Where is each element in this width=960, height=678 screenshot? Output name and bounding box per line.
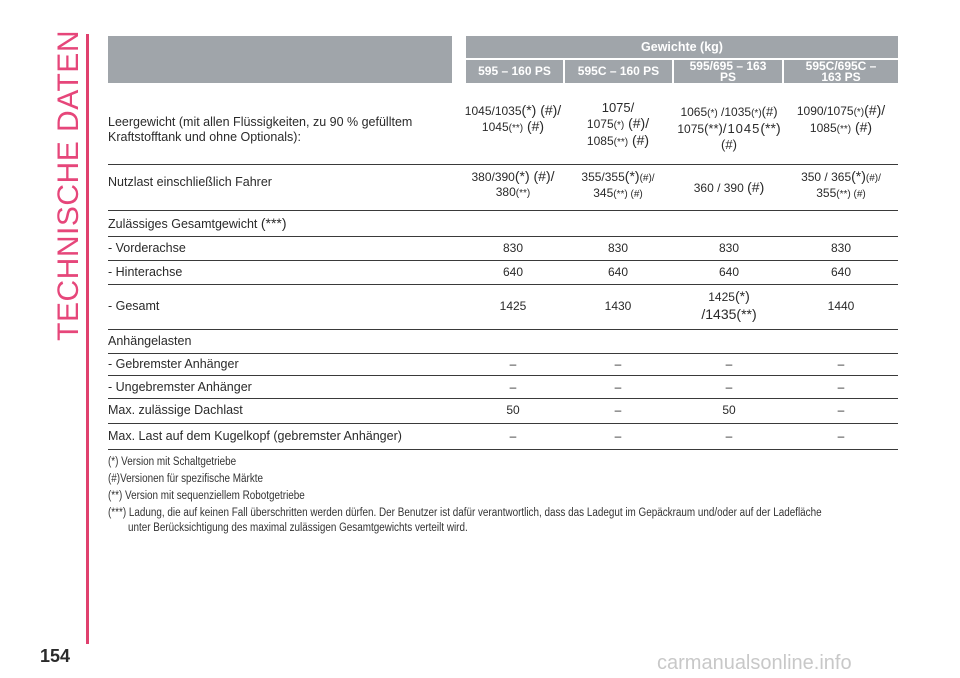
section-side-title: TECHNISCHE DATEN bbox=[52, 30, 85, 341]
footnote-2: (#)Versionen für spezifische Märkte bbox=[108, 473, 264, 485]
cell-nutzlast-2: 355/355(*)(#)/ 345(**) (#) bbox=[581, 168, 655, 200]
row-label: - Hinterachse bbox=[108, 265, 183, 279]
cell-leergewicht-1: 1045/1035(*) (#)/ 1045(**) (#) bbox=[464, 102, 562, 134]
header-group: Gewichte (kg) bbox=[466, 36, 898, 58]
header-col-3: 595/695 – 163 PS bbox=[674, 60, 782, 83]
table-row-gesamtgewicht bbox=[108, 211, 898, 237]
row-label: - Vorderachse bbox=[108, 241, 186, 255]
table-row-dachlast bbox=[108, 399, 898, 424]
cell-value: – bbox=[509, 380, 517, 394]
table-row-leergewicht bbox=[108, 100, 898, 165]
cell-leergewicht-2: 1075/ 1075(*) (#)/ 1085(**) (#) bbox=[586, 100, 650, 148]
side-rule bbox=[86, 34, 89, 644]
row-label: Max. zulässige Dachlast bbox=[108, 403, 243, 417]
row-label: - Gesamt bbox=[108, 299, 160, 313]
table-row-ungebremst bbox=[108, 376, 898, 399]
footnote-4-continued: unter Berücksichtigung des maximal zulässigen Gesamtgewichts verteilt wird. bbox=[128, 522, 468, 534]
header-col-2: 595C – 160 PS bbox=[565, 60, 672, 83]
cell-nutzlast-3: 360 / 390 (#) bbox=[693, 179, 765, 195]
row-label: - Gebremster Anhänger bbox=[108, 357, 239, 371]
cell-value: – bbox=[837, 380, 845, 394]
page-number: 154 bbox=[40, 646, 71, 666]
row-label: Max. Last auf dem Kugelkopf (gebremster Anhänger) bbox=[108, 429, 402, 443]
watermark: carmanualsonline.info bbox=[657, 652, 852, 674]
cell-value: 830 bbox=[607, 241, 629, 255]
cell-leergewicht-4: 1090/1075(*)(#)/ 1085(**) (#) bbox=[796, 102, 886, 135]
cell-value: – bbox=[837, 357, 845, 371]
cell-value: 830 bbox=[502, 241, 524, 255]
cell-value: – bbox=[725, 429, 733, 443]
footnote-4: (***) Ladung, die auf keinen Fall überschritten werden dürfen. Der Benutzer ist dafür verantwortlich, dass das Ladegut im Gepäckraum und/oder auf der Ladefläche bbox=[108, 507, 822, 519]
row-label: Leergewicht (mit allen Flüssigkeiten, zu 90 % gefülltem Kraftstofftank und ohne Optionals): bbox=[108, 115, 413, 144]
table-row-hinterachse bbox=[108, 261, 898, 285]
cell-gesamt-3: 1425(*) /1435(**) bbox=[701, 288, 757, 322]
cell-value: 1430 bbox=[604, 299, 632, 313]
table-row-gebremst bbox=[108, 354, 898, 376]
cell-value: – bbox=[837, 429, 845, 443]
header-col-1: 595 – 160 PS bbox=[466, 60, 563, 83]
header-col-4: 595C/695C – 163 PS bbox=[784, 60, 898, 83]
row-label: Zulässiges Gesamtgewicht (***) bbox=[108, 215, 287, 231]
cell-value: – bbox=[614, 403, 622, 417]
cell-value: 1425 bbox=[499, 299, 527, 313]
cell-value: 830 bbox=[830, 241, 852, 255]
cell-value: – bbox=[509, 357, 517, 371]
cell-value: 640 bbox=[607, 265, 629, 279]
table-row-gesamt bbox=[108, 285, 898, 330]
cell-nutzlast-1: 380/390(*) (#)/ 380(**) bbox=[471, 168, 555, 199]
cell-nutzlast-4: 350 / 365(*)(#)/ 355(**) (#) bbox=[801, 168, 881, 200]
cell-value: 1440 bbox=[827, 299, 855, 313]
footnote-3: (**) Version mit sequenziellem Robotgetriebe bbox=[108, 490, 305, 502]
footnote-1: (*) Version mit Schaltgetriebe bbox=[108, 456, 237, 468]
row-label: Nutzlast einschließlich Fahrer bbox=[108, 175, 272, 189]
cell-value: 640 bbox=[502, 265, 524, 279]
header-blank-cell bbox=[108, 36, 452, 83]
cell-leergewicht-3: 1065(*) /1035(*)(#) 1075(**)/1045(**)(#) bbox=[677, 104, 781, 152]
cell-value: – bbox=[725, 357, 733, 371]
cell-value: – bbox=[725, 380, 733, 394]
cell-value: – bbox=[837, 403, 845, 417]
cell-value: – bbox=[614, 380, 622, 394]
table-row-anhaengelasten bbox=[108, 330, 898, 354]
table-row-kugelkopf bbox=[108, 424, 898, 450]
cell-value: – bbox=[614, 357, 622, 371]
cell-value: – bbox=[509, 429, 517, 443]
cell-value: 50 bbox=[506, 403, 520, 417]
cell-value: 640 bbox=[830, 265, 852, 279]
cell-value: – bbox=[614, 429, 622, 443]
cell-value: 830 bbox=[718, 241, 740, 255]
table-row-nutzlast bbox=[108, 165, 898, 211]
row-label: Anhängelasten bbox=[108, 334, 192, 348]
cell-value: 50 bbox=[722, 403, 736, 417]
cell-value: 640 bbox=[718, 265, 740, 279]
table-row-vorderachse bbox=[108, 237, 898, 261]
row-label: - Ungebremster Anhänger bbox=[108, 380, 252, 394]
